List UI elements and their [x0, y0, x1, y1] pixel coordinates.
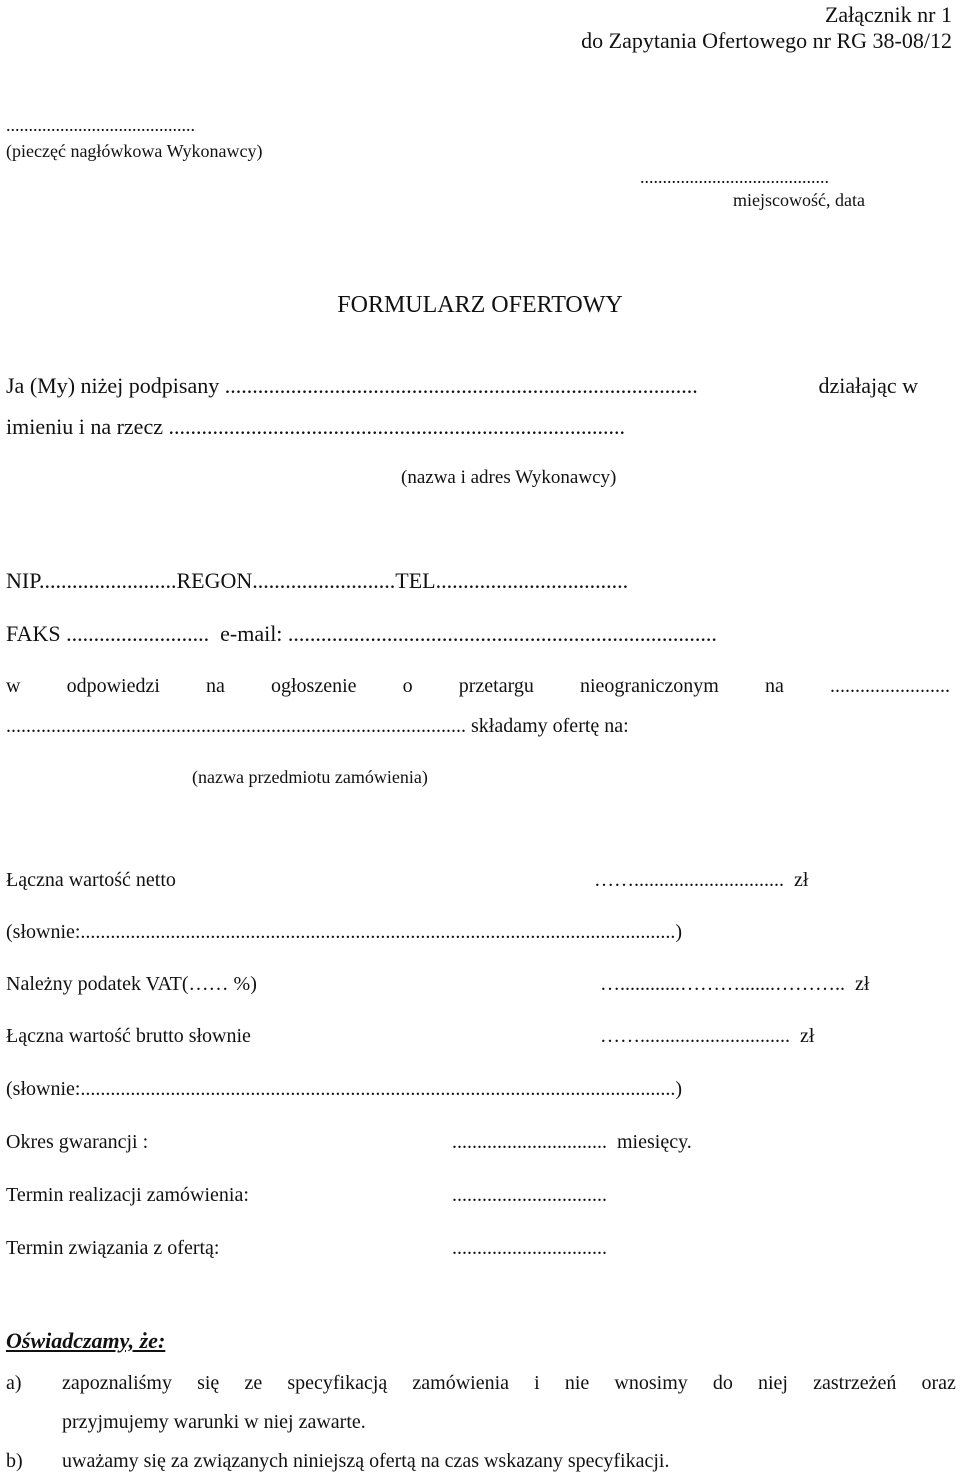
- response-word: odpowiedzi: [66, 675, 160, 697]
- intro-caption: (nazwa i adres Wykonawcy): [401, 467, 617, 488]
- declaration-word: ze: [244, 1372, 263, 1394]
- declaration-word: do: [712, 1372, 733, 1394]
- declaration-word: zapoznaliśmy: [62, 1372, 172, 1394]
- declaration-heading: Oświadczamy, że:: [6, 1328, 166, 1353]
- declaration-item-b: uważamy się za związanych niniejszą ofertą na czas wskazany specyfikacji.: [62, 1450, 670, 1472]
- contact-line-1: NIP.........................REGON..........................TEL...................................: [6, 568, 629, 593]
- declaration-marker-b: b): [6, 1450, 23, 1472]
- warranty-field: ............................... miesięcy.: [452, 1131, 692, 1153]
- declaration-word: się: [197, 1372, 220, 1394]
- response-line-2: ............................................................................................ składamy ofertę na:: [6, 715, 629, 737]
- stamp-caption: (pieczęć nagłówkowa Wykonawcy): [6, 141, 263, 161]
- place-date-dots: ..........................................: [640, 167, 829, 187]
- page-title: FORMULARZ OFERTOWY: [337, 292, 623, 318]
- gross-value-label: Łączna wartość brutto słownie: [6, 1025, 251, 1047]
- intro-line-2: imieniu i na rzecz ...................................................................................: [6, 414, 625, 439]
- net-value-label: Łączna wartość netto: [6, 869, 176, 891]
- net-value-field: …….............................. zł: [594, 869, 809, 891]
- declaration-item-a-line-1: [62, 1373, 956, 1393]
- response-word: przetargu: [458, 675, 534, 697]
- annex-line-2: do Zapytania Ofertowego nr RG 38-08/12: [581, 28, 952, 53]
- stamp-dots: ..........................................: [6, 115, 195, 135]
- declaration-word: zastrzeżeń: [813, 1372, 897, 1394]
- gross-value-words: (słownie:.......................................................................................................................): [6, 1078, 683, 1100]
- declaration-word: nie: [564, 1372, 590, 1394]
- gross-value-field: …….............................. zł: [600, 1025, 815, 1047]
- declaration-marker-a: a): [6, 1372, 22, 1394]
- delivery-term-field: ...............................: [452, 1184, 607, 1206]
- response-word: w: [6, 675, 21, 697]
- vat-label: Należny podatek VAT(…… %): [6, 973, 257, 995]
- declaration-item-a-line-2: przyjmujemy warunki w niej zawarte.: [62, 1411, 366, 1433]
- response-word: o: [402, 675, 413, 697]
- declaration-word: zamówienia: [412, 1372, 510, 1394]
- declaration-word: wnosimy: [614, 1372, 688, 1394]
- response-word: na: [764, 675, 784, 697]
- response-line-1: [6, 676, 950, 696]
- place-date-caption: miejscowość, data: [733, 190, 865, 210]
- net-value-words: (słownie:.......................................................................................................................): [6, 921, 683, 943]
- intro-acting: działając w: [818, 373, 918, 398]
- declaration-word: oraz: [921, 1372, 956, 1394]
- declaration-word: i: [534, 1372, 540, 1394]
- response-caption: (nazwa przedmiotu zamówienia): [192, 767, 428, 787]
- offer-validity-label: Termin związania z ofertą:: [6, 1237, 220, 1259]
- response-word: ogłoszenie: [270, 675, 357, 697]
- intro-line-1: Ja (My) niżej podpisany ......................................................................................: [6, 373, 698, 398]
- response-word: na: [205, 675, 225, 697]
- offer-validity-field: ...............................: [452, 1237, 607, 1259]
- delivery-term-label: Termin realizacji zamówienia:: [6, 1184, 249, 1206]
- vat-field: …............……….......……….. zł: [600, 973, 870, 995]
- annex-line-1: Załącznik nr 1: [824, 2, 952, 27]
- declaration-word: specyfikacją: [287, 1372, 388, 1394]
- declaration-word: niej: [758, 1372, 788, 1394]
- warranty-label: Okres gwarancji :: [6, 1131, 149, 1153]
- contact-line-2: FAKS .......................... e-mail: ..............................................................................: [6, 621, 717, 646]
- response-word: ........................: [829, 675, 950, 697]
- response-word: nieograniczonym: [580, 675, 719, 697]
